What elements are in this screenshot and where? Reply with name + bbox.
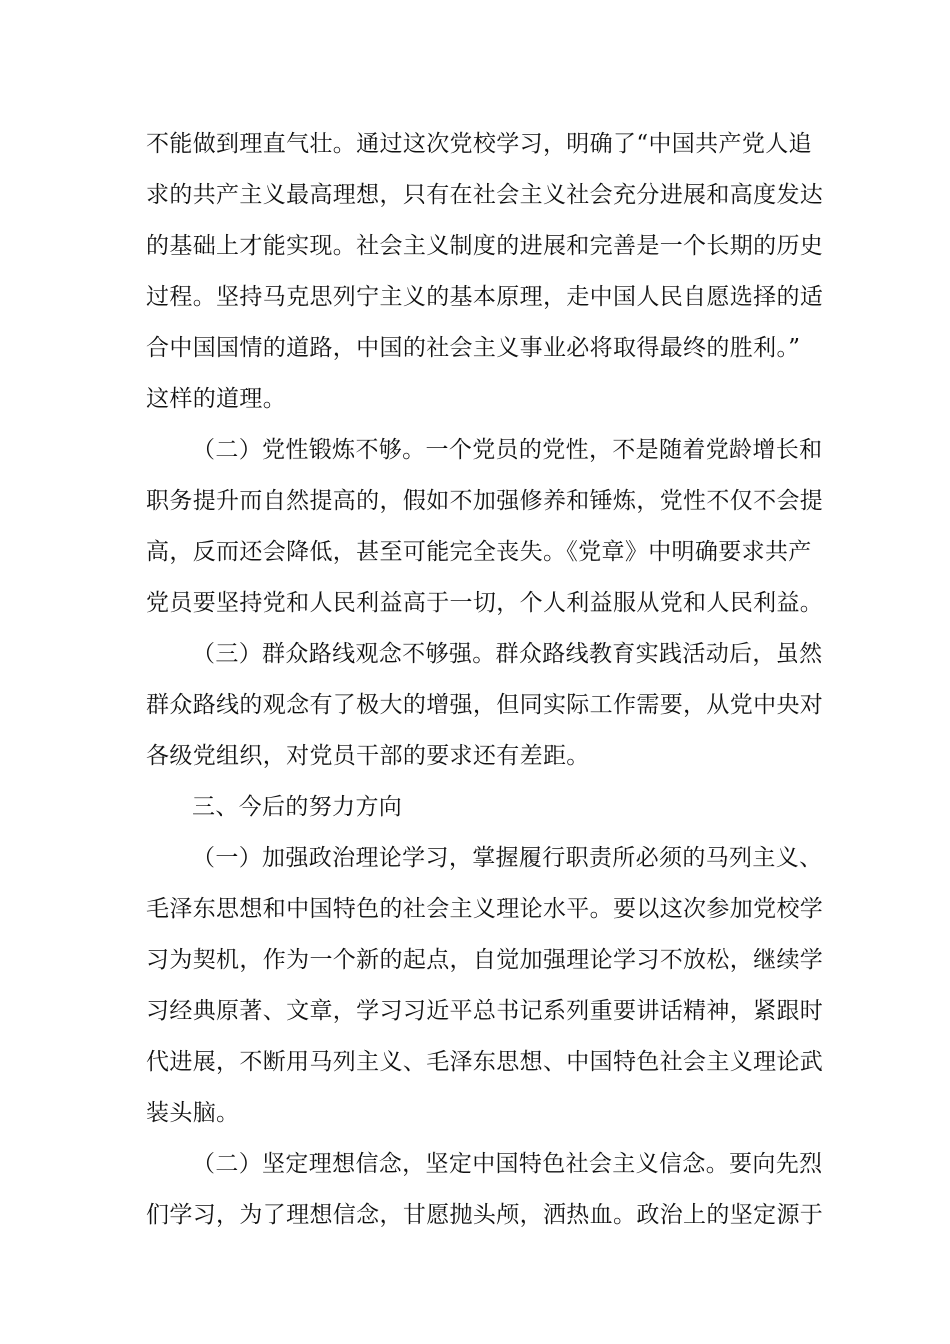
text-line: 不能做到理直气壮。通过这次党校学习，明确了“中国共产党人追 <box>146 131 812 157</box>
text-line: 的基础上才能实现。社会主义制度的进展和完善是一个长期的历史 <box>146 233 824 259</box>
text-line: 求的共产主义最高理想，只有在社会主义社会充分进展和高度发达 <box>146 182 824 208</box>
text-line: 习为契机，作为一个新的起点，自觉加强理论学习不放松，继续学 <box>146 947 824 973</box>
text-line: 代进展，不断用马列主义、毛泽东思想、中国特色社会主义理论武 <box>146 1049 824 1075</box>
text-line: 职务提升而自然提高的，假如不加强修养和锤炼，党性不仅不会提 <box>146 488 824 514</box>
text-line: 毛泽东思想和中国特色的社会主义理论水平。要以这次参加党校学 <box>146 896 824 922</box>
text-line: 这样的道理。 <box>146 386 287 412</box>
text-line: 们学习，为了理想信念，甘愿抛头颅，洒热血。政治上的坚定源于 <box>146 1202 824 1228</box>
text-line: 各级党组织，对党员干部的要求还有差距。 <box>146 743 590 769</box>
text-line: 高，反而还会降低，甚至可能完全丧失。《党章》中明确要求共产 <box>146 539 812 565</box>
text-line: 群众路线的观念有了极大的增强，但同实际工作需要，从党中央对 <box>146 692 824 718</box>
text-line: （二）坚定理想信念，坚定中国特色社会主义信念。要向先烈 <box>192 1151 823 1177</box>
text-line: 习经典原著、文章，学习习近平总书记系列重要讲话精神，紧跟时 <box>146 998 824 1024</box>
text-line: 合中国国情的道路，中国的社会主义事业必将取得最终的胜利。” <box>146 335 801 361</box>
text-line: （三）群众路线观念不够强。群众路线教育实践活动后，虽然 <box>192 641 823 667</box>
section-heading: 三、今后的努力方向 <box>192 794 403 820</box>
text-line: 党员要坚持党和人民利益高于一切，个人利益服从党和人民利益。 <box>146 590 824 616</box>
text-line: 过程。坚持马克思列宁主义的基本原理，走中国人民自愿选择的适 <box>146 284 824 310</box>
text-line: （二）党性锻炼不够。一个党员的党性，不是随着党龄增长和 <box>192 437 823 463</box>
text-line: 装头脑。 <box>146 1100 240 1126</box>
text-line: （一）加强政治理论学习，掌握履行职责所必须的马列主义、 <box>192 845 823 871</box>
